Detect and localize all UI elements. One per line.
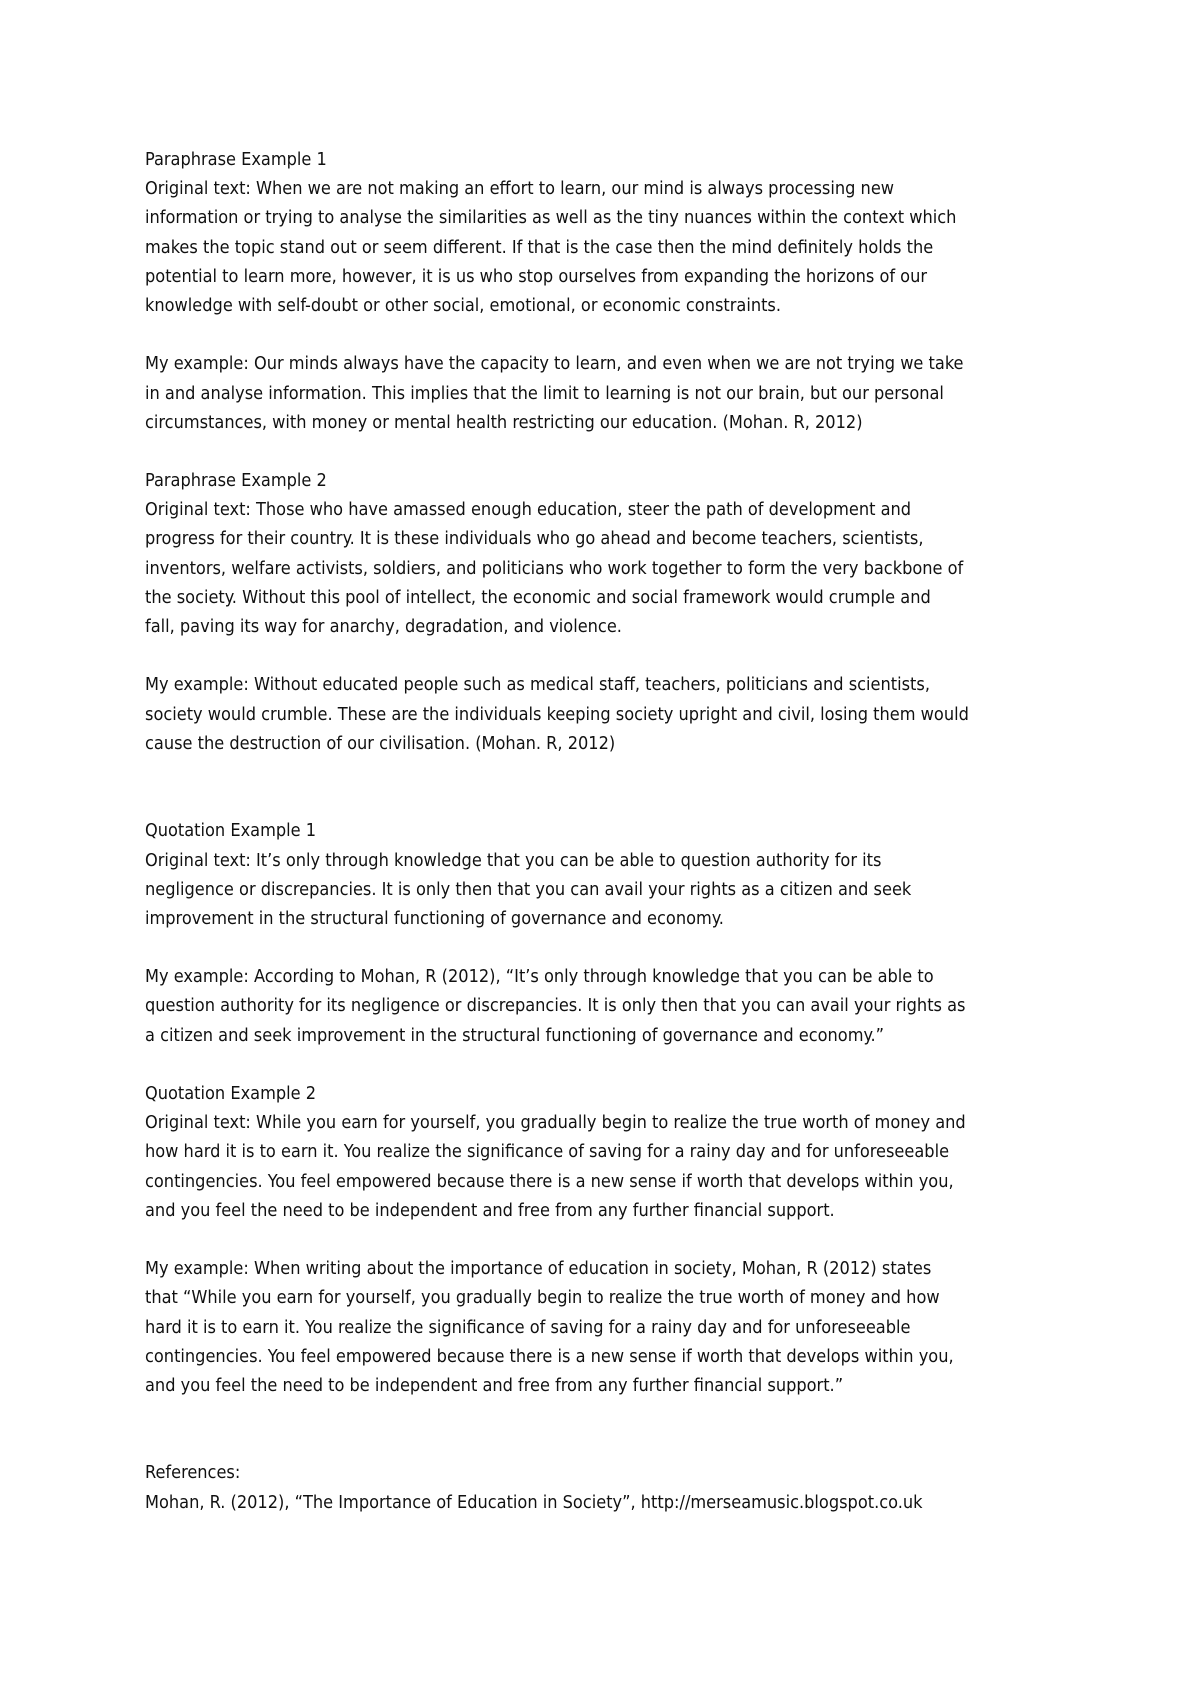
- example-text-line: cause the destruction of our civilisation. (Mohan. R, 2012): [145, 732, 616, 754]
- original-text-line: inventors, welfare activists, soldiers, and politicians who work together to form the very backbone of: [145, 557, 964, 579]
- original-text-line: progress for their country. It is these individuals who go ahead and become teachers, scientists,: [145, 528, 924, 550]
- example-text-line: that “While you earn for yourself, you gradually begin to realize the true worth of money and how: [145, 1287, 940, 1309]
- example-text-line: My example: According to Mohan, R (2012), “It’s only through knowledge that you can be able to: [145, 966, 934, 988]
- original-text-line: improvement in the structural functioning of governance and economy.: [145, 907, 724, 929]
- references-heading: References:: [145, 1462, 241, 1484]
- paragraph-spacer: [145, 1050, 1065, 1079]
- example-text-line: My example: Our minds always have the capacity to learn, and even when we are not trying we take: [145, 353, 964, 375]
- example-text-line: hard it is to earn it. You realize the significance of saving for a rainy day and for unforeseeable: [145, 1316, 911, 1338]
- paraphrase-example-2: [145, 466, 1065, 758]
- original-text-line: negligence or discrepancies. It is only then that you can avail your rights as a citizen and seek: [145, 878, 912, 900]
- section-heading: Paraphrase Example 1: [145, 149, 327, 170]
- original-text-line: information or trying to analyse the similarities as well as the tiny nuances within the context which: [145, 207, 957, 229]
- quotation-example-2: [145, 1079, 1065, 1400]
- example-text-line: society would crumble. These are the individuals keeping society upright and civil, losing them would: [145, 703, 969, 725]
- original-text-line: knowledge with self-doubt or other social, emotional, or economic constraints.: [145, 294, 782, 316]
- original-text-line: and you feel the need to be independent and free from any further financial support.: [145, 1199, 835, 1221]
- example-text-line: a citizen and seek improvement in the structural functioning of governance and economy.”: [145, 1024, 885, 1046]
- original-text-line: Original text: Those who have amassed enough education, steer the path of development and: [145, 499, 912, 521]
- example-text-line: question authority for its negligence or discrepancies. It is only then that you can avail your rights as: [145, 995, 966, 1017]
- example-text-line: My example: When writing about the importance of education in society, Mohan, R (2012) states: [145, 1258, 932, 1280]
- original-text-line: how hard it is to earn it. You realize the significance of saving for a rainy day and for unforeseeable: [145, 1141, 950, 1163]
- original-text-line: potential to learn more, however, it is us who stop ourselves from expanding the horizons of our: [145, 265, 928, 287]
- paragraph-spacer: [145, 1225, 1065, 1254]
- paragraph-spacer: [145, 1400, 1065, 1458]
- original-text-line: Original text: It’s only through knowledge that you can be able to question authority for its: [145, 849, 882, 871]
- paragraph-spacer: [145, 320, 1065, 349]
- original-text-line: fall, paving its way for anarchy, degradation, and violence.: [145, 616, 622, 637]
- paragraph-spacer: [145, 641, 1065, 670]
- paragraph-spacer: [145, 933, 1065, 962]
- document-body: [145, 145, 1065, 1517]
- example-text-line: My example: Without educated people such as medical staff, teachers, politicians and scientists,: [145, 674, 930, 696]
- example-text-line: contingencies. You feel empowered because there is a new sense if worth that develops within you,: [145, 1345, 954, 1367]
- example-text-line: and you feel the need to be independent and free from any further financial support.”: [145, 1374, 844, 1396]
- paragraph-spacer: [145, 758, 1065, 816]
- original-text-line: contingencies. You feel empowered because there is a new sense if worth that develops within you,: [145, 1170, 954, 1192]
- section-heading: Quotation Example 2: [145, 1083, 317, 1105]
- paragraph-spacer: [145, 437, 1065, 466]
- section-heading: Quotation Example 1: [145, 820, 317, 842]
- section-heading: Paraphrase Example 2: [145, 470, 327, 492]
- original-text-line: Original text: While you earn for yourself, you gradually begin to realize the true worth of money and: [145, 1112, 966, 1134]
- paraphrase-example-1: [145, 145, 1065, 437]
- quotation-example-1: [145, 816, 1065, 1050]
- original-text-line: Original text: When we are not making an effort to learn, our mind is always processing new: [145, 178, 895, 200]
- example-text-line: circumstances, with money or mental health restricting our education. (Mohan. R, 2012): [145, 411, 863, 433]
- reference-entry: Mohan, R. (2012), “The Importance of Education in Society”, http://merseamusic.blogspot.co.uk: [145, 1491, 923, 1513]
- example-text-line: in and analyse information. This implies that the limit to learning is not our brain, but our personal: [145, 382, 944, 404]
- original-text-line: makes the topic stand out or seem different. If that is the case then the mind definitely holds the: [145, 236, 934, 258]
- references-section: [145, 1458, 1065, 1516]
- original-text-line: the society. Without this pool of intellect, the economic and social framework would crumple and: [145, 586, 931, 608]
